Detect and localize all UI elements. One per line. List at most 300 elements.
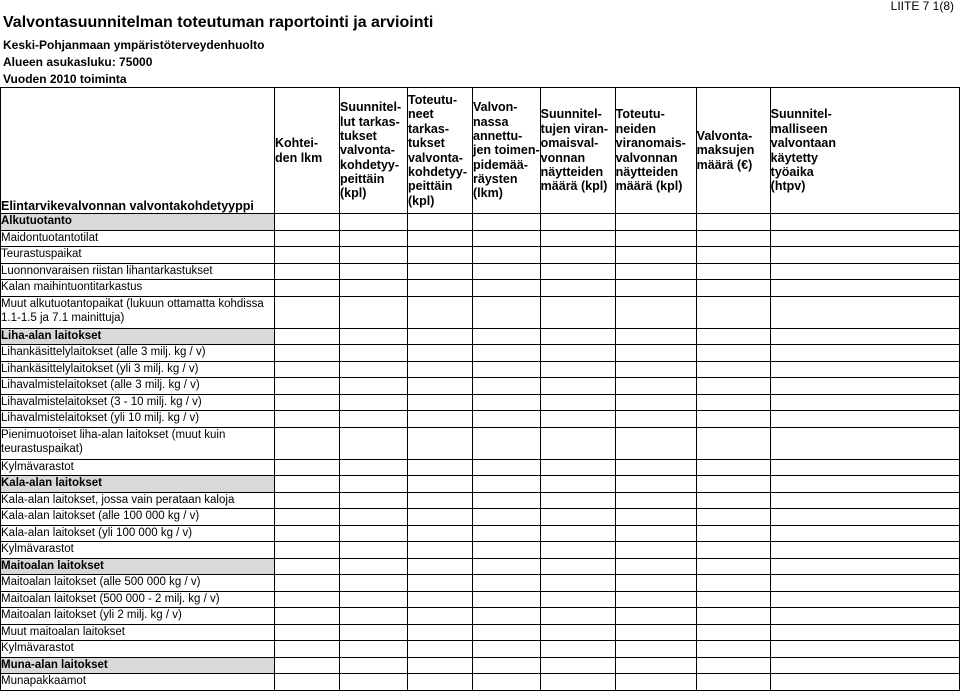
column-header-line: Toteutu- <box>408 93 458 107</box>
input-cell[interactable] <box>615 492 696 509</box>
input-cell[interactable] <box>275 247 340 264</box>
input-cell[interactable] <box>770 624 959 641</box>
input-cell[interactable] <box>408 378 473 395</box>
input-cell[interactable] <box>770 492 959 509</box>
input-cell[interactable] <box>408 280 473 297</box>
input-cell[interactable] <box>696 558 770 575</box>
row-label: Luonnonvaraisen riistan lihantarkastukset <box>1 263 275 280</box>
column-header-line: jen toimen- <box>473 143 540 158</box>
row-label: Maidontuotantotilat <box>1 230 275 247</box>
input-cell[interactable] <box>275 361 340 378</box>
input-cell[interactable] <box>615 247 696 264</box>
column-header-line: neet <box>408 107 434 122</box>
input-cell[interactable] <box>340 394 408 411</box>
input-cell[interactable] <box>473 591 541 608</box>
input-cell[interactable] <box>473 459 541 476</box>
input-cell[interactable] <box>540 591 615 608</box>
column-header-3 <box>408 88 473 214</box>
input-cell[interactable] <box>540 427 615 459</box>
input-cell[interactable] <box>770 608 959 625</box>
row-label: Lihankäsittelylaitokset (alle 3 milj. kg / v) <box>1 345 275 362</box>
input-cell[interactable] <box>696 459 770 476</box>
column-header-line: Suunnitel- <box>340 100 402 115</box>
column-header-line: työaika <box>770 164 814 179</box>
input-cell[interactable] <box>275 608 340 625</box>
input-cell[interactable] <box>275 542 340 559</box>
input-cell[interactable] <box>275 509 340 526</box>
input-cell[interactable] <box>696 427 770 459</box>
input-cell[interactable] <box>473 280 541 297</box>
input-cell[interactable] <box>615 608 696 625</box>
column-header-line: nassa <box>473 114 509 129</box>
input-cell[interactable] <box>696 542 770 559</box>
input-cell[interactable] <box>696 657 770 674</box>
table-row <box>1 591 960 608</box>
input-cell[interactable] <box>275 263 340 280</box>
input-cell[interactable] <box>615 394 696 411</box>
column-header-line: den lkm <box>275 150 323 165</box>
input-cell[interactable] <box>275 558 340 575</box>
input-cell[interactable] <box>770 459 959 476</box>
input-cell[interactable] <box>408 558 473 575</box>
input-cell[interactable] <box>408 230 473 247</box>
population-label: Alueen asukasluku: 75000 <box>3 55 153 69</box>
input-cell[interactable] <box>340 525 408 542</box>
input-cell[interactable] <box>696 591 770 608</box>
input-cell[interactable] <box>696 624 770 641</box>
input-cell[interactable] <box>473 214 541 231</box>
table-row <box>1 361 960 378</box>
input-cell[interactable] <box>770 230 959 247</box>
input-cell[interactable] <box>340 509 408 526</box>
input-cell[interactable] <box>770 394 959 411</box>
input-cell[interactable] <box>696 378 770 395</box>
input-cell[interactable] <box>340 345 408 362</box>
row-label: Teurastuspaikat <box>1 247 275 264</box>
input-cell[interactable] <box>275 214 340 231</box>
row-label: Lihavalmistelaitokset (alle 3 milj. kg / v) <box>1 378 275 395</box>
input-cell[interactable] <box>615 411 696 428</box>
input-cell[interactable] <box>770 280 959 297</box>
input-cell[interactable] <box>275 459 340 476</box>
column-header-line: tarkas- <box>408 121 449 136</box>
input-cell[interactable] <box>275 525 340 542</box>
table-row <box>1 230 960 247</box>
input-cell[interactable] <box>770 591 959 608</box>
input-cell[interactable] <box>770 641 959 658</box>
input-cell[interactable] <box>473 378 541 395</box>
input-cell[interactable] <box>696 214 770 231</box>
input-cell[interactable] <box>275 476 340 493</box>
input-cell[interactable] <box>770 263 959 280</box>
row-label: Lihankäsittelylaitokset (yli 3 milj. kg / v) <box>1 361 275 378</box>
input-cell[interactable] <box>770 509 959 526</box>
row-label: Munapakkaamot <box>1 674 275 691</box>
input-cell[interactable] <box>615 591 696 608</box>
input-cell[interactable] <box>275 280 340 297</box>
input-cell[interactable] <box>615 509 696 526</box>
input-cell[interactable] <box>615 657 696 674</box>
input-cell[interactable] <box>408 394 473 411</box>
inspection-table <box>0 87 960 691</box>
input-cell[interactable] <box>540 328 615 345</box>
row-label: Pienimuotoiset liha-alan laitokset (muut kuin teurastuspaikat) <box>1 427 275 459</box>
input-cell[interactable] <box>473 657 541 674</box>
input-cell[interactable] <box>473 641 541 658</box>
column-header-line: vonnan <box>540 150 586 165</box>
table-row <box>1 378 960 395</box>
category-row <box>1 476 960 493</box>
input-cell[interactable] <box>696 411 770 428</box>
table-row <box>1 394 960 411</box>
column-header-line: Suunnitel- <box>540 107 602 122</box>
table-row <box>1 427 960 459</box>
input-cell[interactable] <box>340 608 408 625</box>
input-cell[interactable] <box>540 247 615 264</box>
table-row <box>1 263 960 280</box>
input-cell[interactable] <box>408 427 473 459</box>
column-header-line: viranomais- <box>615 136 686 151</box>
input-cell[interactable] <box>696 247 770 264</box>
input-cell[interactable] <box>615 230 696 247</box>
input-cell[interactable] <box>615 214 696 231</box>
input-cell[interactable] <box>540 558 615 575</box>
input-cell[interactable] <box>473 296 541 328</box>
column-header-line: malliseen <box>770 121 828 136</box>
row-label: Kala-alan laitokset, jossa vain perataan kaloja <box>1 492 275 509</box>
input-cell[interactable] <box>696 575 770 592</box>
input-cell[interactable] <box>540 378 615 395</box>
table-row <box>1 247 960 264</box>
row-label: Kala-alan laitokset (yli 100 000 kg / v) <box>1 525 275 542</box>
input-cell[interactable] <box>275 411 340 428</box>
input-cell[interactable] <box>473 345 541 362</box>
organization-name: Keski-Pohjanmaan ympäristöterveydenhuolto <box>3 38 265 52</box>
column-header-line: näytteiden <box>615 164 679 179</box>
input-cell[interactable] <box>340 624 408 641</box>
input-cell[interactable] <box>408 328 473 345</box>
input-cell[interactable] <box>408 542 473 559</box>
input-cell[interactable] <box>696 674 770 691</box>
column-header-line: räysten <box>473 172 518 187</box>
input-cell[interactable] <box>473 509 541 526</box>
category-row <box>1 657 960 674</box>
input-cell[interactable] <box>408 608 473 625</box>
input-cell[interactable] <box>696 328 770 345</box>
input-cell[interactable] <box>408 247 473 264</box>
input-cell[interactable] <box>696 296 770 328</box>
category-row <box>1 558 960 575</box>
input-cell[interactable] <box>615 427 696 459</box>
input-cell[interactable] <box>770 361 959 378</box>
input-cell[interactable] <box>540 525 615 542</box>
input-cell[interactable] <box>615 641 696 658</box>
input-cell[interactable] <box>408 214 473 231</box>
column-header-line: lut tarkas- <box>340 114 400 129</box>
row-label: Lihavalmistelaitokset (3 - 10 milj. kg / v) <box>1 394 275 411</box>
input-cell[interactable] <box>408 575 473 592</box>
input-cell[interactable] <box>408 263 473 280</box>
input-cell[interactable] <box>340 247 408 264</box>
input-cell[interactable] <box>696 525 770 542</box>
input-cell[interactable] <box>696 361 770 378</box>
column-header-line: tukset <box>408 136 445 151</box>
column-header-line: määrä (kpl) <box>615 179 683 194</box>
input-cell[interactable] <box>770 328 959 345</box>
input-cell[interactable] <box>540 230 615 247</box>
row-label: Muut maitoalan laitokset <box>1 624 275 641</box>
input-cell[interactable] <box>473 247 541 264</box>
input-cell[interactable] <box>540 296 615 328</box>
column-header-line: tujen viran- <box>540 121 609 136</box>
input-cell[interactable] <box>275 427 340 459</box>
input-cell[interactable] <box>540 361 615 378</box>
table-row <box>1 575 960 592</box>
input-cell[interactable] <box>408 411 473 428</box>
input-cell[interactable] <box>615 378 696 395</box>
attachment-label: LIITE 7 1(8) <box>890 0 954 13</box>
column-header-4 <box>473 88 541 214</box>
input-cell[interactable] <box>615 459 696 476</box>
column-header-line: Valvonta- <box>696 128 753 143</box>
column-header-line: neiden <box>615 121 656 136</box>
input-cell[interactable] <box>275 345 340 362</box>
column-header-line: (lkm) <box>473 186 503 201</box>
input-cell[interactable] <box>615 345 696 362</box>
row-label: Kalan maihintuontitarkastus <box>1 280 275 297</box>
input-cell[interactable] <box>696 230 770 247</box>
column-header-6 <box>615 88 696 214</box>
table-row <box>1 525 960 542</box>
input-cell[interactable] <box>770 674 959 691</box>
input-cell[interactable] <box>275 591 340 608</box>
input-cell[interactable] <box>540 476 615 493</box>
input-cell[interactable] <box>473 427 541 459</box>
column-header-line: valvonnan <box>615 150 678 165</box>
input-cell[interactable] <box>615 542 696 559</box>
input-cell[interactable] <box>408 525 473 542</box>
table-row <box>1 624 960 641</box>
input-cell[interactable] <box>408 296 473 328</box>
input-cell[interactable] <box>615 476 696 493</box>
input-cell[interactable] <box>473 674 541 691</box>
input-cell[interactable] <box>275 641 340 658</box>
input-cell[interactable] <box>540 641 615 658</box>
column-header-line: annettu- <box>473 128 523 143</box>
input-cell[interactable] <box>275 674 340 691</box>
column-header-line: peittäin <box>340 172 385 187</box>
table-header-row <box>1 88 960 214</box>
input-cell[interactable] <box>540 459 615 476</box>
input-cell[interactable] <box>540 657 615 674</box>
input-cell[interactable] <box>275 230 340 247</box>
input-cell[interactable] <box>540 345 615 362</box>
input-cell[interactable] <box>408 509 473 526</box>
input-cell[interactable] <box>696 394 770 411</box>
table-row <box>1 345 960 362</box>
row-label: Maitoalan laitokset (yli 2 milj. kg / v) <box>1 608 275 625</box>
input-cell[interactable] <box>408 624 473 641</box>
column-header-line: määrä (€) <box>696 157 753 172</box>
input-cell[interactable] <box>340 542 408 559</box>
input-cell[interactable] <box>770 345 959 362</box>
input-cell[interactable] <box>540 263 615 280</box>
input-cell[interactable] <box>540 394 615 411</box>
category-label: Alkutuotanto <box>1 214 275 231</box>
input-cell[interactable] <box>696 476 770 493</box>
input-cell[interactable] <box>770 296 959 328</box>
input-cell[interactable] <box>696 641 770 658</box>
input-cell[interactable] <box>615 624 696 641</box>
input-cell[interactable] <box>770 525 959 542</box>
input-cell[interactable] <box>615 328 696 345</box>
table-row <box>1 296 960 328</box>
input-cell[interactable] <box>770 214 959 231</box>
row-label: Maitoalan laitokset (alle 500 000 kg / v) <box>1 575 275 592</box>
input-cell[interactable] <box>408 476 473 493</box>
input-cell[interactable] <box>340 280 408 297</box>
input-cell[interactable] <box>275 492 340 509</box>
input-cell[interactable] <box>696 608 770 625</box>
input-cell[interactable] <box>408 492 473 509</box>
input-cell[interactable] <box>540 280 615 297</box>
input-cell[interactable] <box>473 542 541 559</box>
input-cell[interactable] <box>340 492 408 509</box>
input-cell[interactable] <box>696 263 770 280</box>
column-header-line: Suunnitel- <box>770 107 832 122</box>
input-cell[interactable] <box>770 247 959 264</box>
input-cell[interactable] <box>615 280 696 297</box>
column-header-line: määrä (kpl) <box>540 179 608 194</box>
input-cell[interactable] <box>770 657 959 674</box>
input-cell[interactable] <box>340 476 408 493</box>
row-label: Kylmävarastot <box>1 641 275 658</box>
input-cell[interactable] <box>770 411 959 428</box>
input-cell[interactable] <box>615 263 696 280</box>
input-cell[interactable] <box>408 459 473 476</box>
table-row <box>1 509 960 526</box>
input-cell[interactable] <box>340 214 408 231</box>
input-cell[interactable] <box>615 296 696 328</box>
input-cell[interactable] <box>540 542 615 559</box>
column-header-line: omaisval- <box>540 136 599 151</box>
input-cell[interactable] <box>540 575 615 592</box>
input-cell[interactable] <box>473 328 541 345</box>
input-cell[interactable] <box>540 214 615 231</box>
input-cell[interactable] <box>408 674 473 691</box>
input-cell[interactable] <box>340 230 408 247</box>
input-cell[interactable] <box>770 558 959 575</box>
input-cell[interactable] <box>473 411 541 428</box>
input-cell[interactable] <box>473 476 541 493</box>
input-cell[interactable] <box>473 558 541 575</box>
input-cell[interactable] <box>615 525 696 542</box>
input-cell[interactable] <box>340 459 408 476</box>
column-header-line: valvonta- <box>340 143 395 158</box>
input-cell[interactable] <box>770 476 959 493</box>
input-cell[interactable] <box>615 361 696 378</box>
input-cell[interactable] <box>340 378 408 395</box>
input-cell[interactable] <box>696 492 770 509</box>
input-cell[interactable] <box>275 394 340 411</box>
input-cell[interactable] <box>340 558 408 575</box>
input-cell[interactable] <box>275 624 340 641</box>
input-cell[interactable] <box>615 558 696 575</box>
input-cell[interactable] <box>340 427 408 459</box>
input-cell[interactable] <box>473 263 541 280</box>
input-cell[interactable] <box>340 657 408 674</box>
input-cell[interactable] <box>473 394 541 411</box>
input-cell[interactable] <box>540 411 615 428</box>
input-cell[interactable] <box>340 263 408 280</box>
input-cell[interactable] <box>340 641 408 658</box>
category-label: Kala-alan laitokset <box>1 476 275 493</box>
input-cell[interactable] <box>473 230 541 247</box>
table-row <box>1 641 960 658</box>
table-row <box>1 492 960 509</box>
input-cell[interactable] <box>275 378 340 395</box>
input-cell[interactable] <box>408 641 473 658</box>
row-label: Kylmävarastot <box>1 542 275 559</box>
column-header-line: tukset <box>340 128 377 143</box>
input-cell[interactable] <box>540 608 615 625</box>
input-cell[interactable] <box>408 361 473 378</box>
input-cell[interactable] <box>473 492 541 509</box>
input-cell[interactable] <box>408 345 473 362</box>
input-cell[interactable] <box>275 296 340 328</box>
input-cell[interactable] <box>540 492 615 509</box>
input-cell[interactable] <box>615 575 696 592</box>
input-cell[interactable] <box>540 624 615 641</box>
input-cell[interactable] <box>340 328 408 345</box>
input-cell[interactable] <box>340 674 408 691</box>
input-cell[interactable] <box>696 280 770 297</box>
input-cell[interactable] <box>340 591 408 608</box>
input-cell[interactable] <box>275 657 340 674</box>
input-cell[interactable] <box>615 674 696 691</box>
input-cell[interactable] <box>275 575 340 592</box>
input-cell[interactable] <box>770 378 959 395</box>
input-cell[interactable] <box>340 361 408 378</box>
input-cell[interactable] <box>770 427 959 459</box>
column-header-5 <box>540 88 615 214</box>
input-cell[interactable] <box>540 674 615 691</box>
category-row <box>1 328 960 345</box>
row-label: Kylmävarastot <box>1 459 275 476</box>
input-cell[interactable] <box>770 542 959 559</box>
input-cell[interactable] <box>473 608 541 625</box>
input-cell[interactable] <box>770 575 959 592</box>
input-cell[interactable] <box>540 509 615 526</box>
input-cell[interactable] <box>340 296 408 328</box>
table-row <box>1 411 960 428</box>
table-row <box>1 674 960 691</box>
input-cell[interactable] <box>473 624 541 641</box>
input-cell[interactable] <box>473 361 541 378</box>
column-header-line: (htpv) <box>770 179 806 194</box>
input-cell[interactable] <box>340 411 408 428</box>
report-title: Valvontasuunnitelman toteutuman raportointi ja arviointi <box>3 14 434 31</box>
input-cell[interactable] <box>275 328 340 345</box>
input-cell[interactable] <box>696 509 770 526</box>
input-cell[interactable] <box>473 575 541 592</box>
input-cell[interactable] <box>408 591 473 608</box>
input-cell[interactable] <box>408 657 473 674</box>
input-cell[interactable] <box>473 525 541 542</box>
table-row <box>1 280 960 297</box>
input-cell[interactable] <box>340 575 408 592</box>
input-cell[interactable] <box>696 345 770 362</box>
